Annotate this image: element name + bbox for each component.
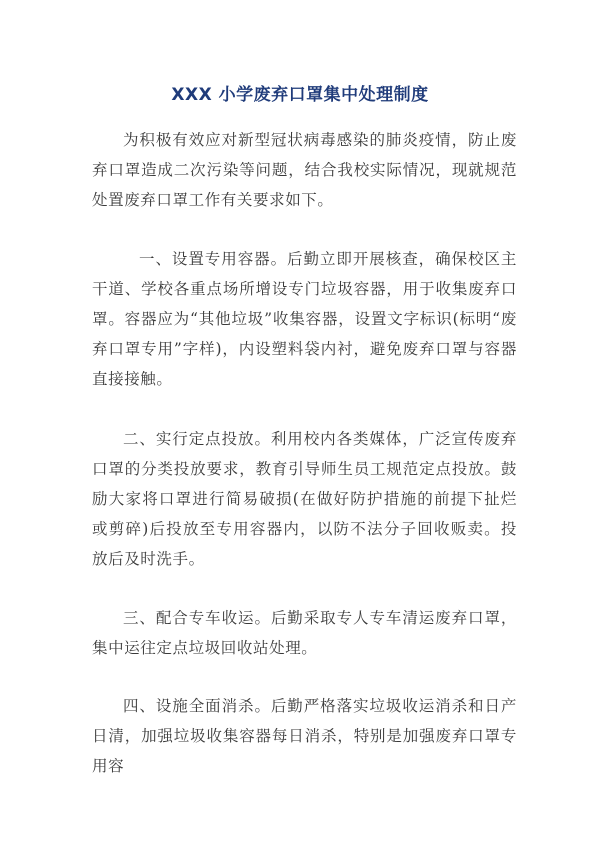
section-2-paragraph: 二、实行定点投放。利用校内各类媒体，广泛宣传废弃口罩的分类投放要求，教育引导师生员工规范定点投放。鼓励大家将口罩进行简易破损(在做好防护措施的前提下扯烂或剪碎)后投放至专用容器内，以防不法分子回收贩卖。投放后及时洗手。 (92, 430, 517, 568)
document-title: XXX 小学废弃口罩集中处理制度 (171, 85, 429, 105)
section-1-paragraph: 一、设置专用容器。后勤立即开展核查，确保校区主干道、学校各重点场所增设专门垃圾容器，用于收集废弃口罩。容器应为“其他垃圾”收集容器，设置文字标识(标明“废弃口罩专用”字样)，内设塑料袋内衬，避免废弃口罩与容器直接接触。 (92, 250, 517, 388)
intro-paragraph: 为积极有效应对新型冠状病毒感染的肺炎疫情，防止废弃口罩造成二次污染等问题，结合我校实际情况，现就规范处置废弃口罩工作有关要求如下。 (92, 131, 517, 209)
section-4-paragraph: 四、设施全面消杀。后勤严格落实垃圾收运消杀和日产日清，加强垃圾收集容器每日消杀，特别是加强废弃口罩专用容 (92, 697, 517, 775)
section-3-paragraph: 三、配合专车收运。后勤采取专人专车清运废弃口罩，集中运往定点垃圾回收站处理。 (92, 609, 517, 657)
